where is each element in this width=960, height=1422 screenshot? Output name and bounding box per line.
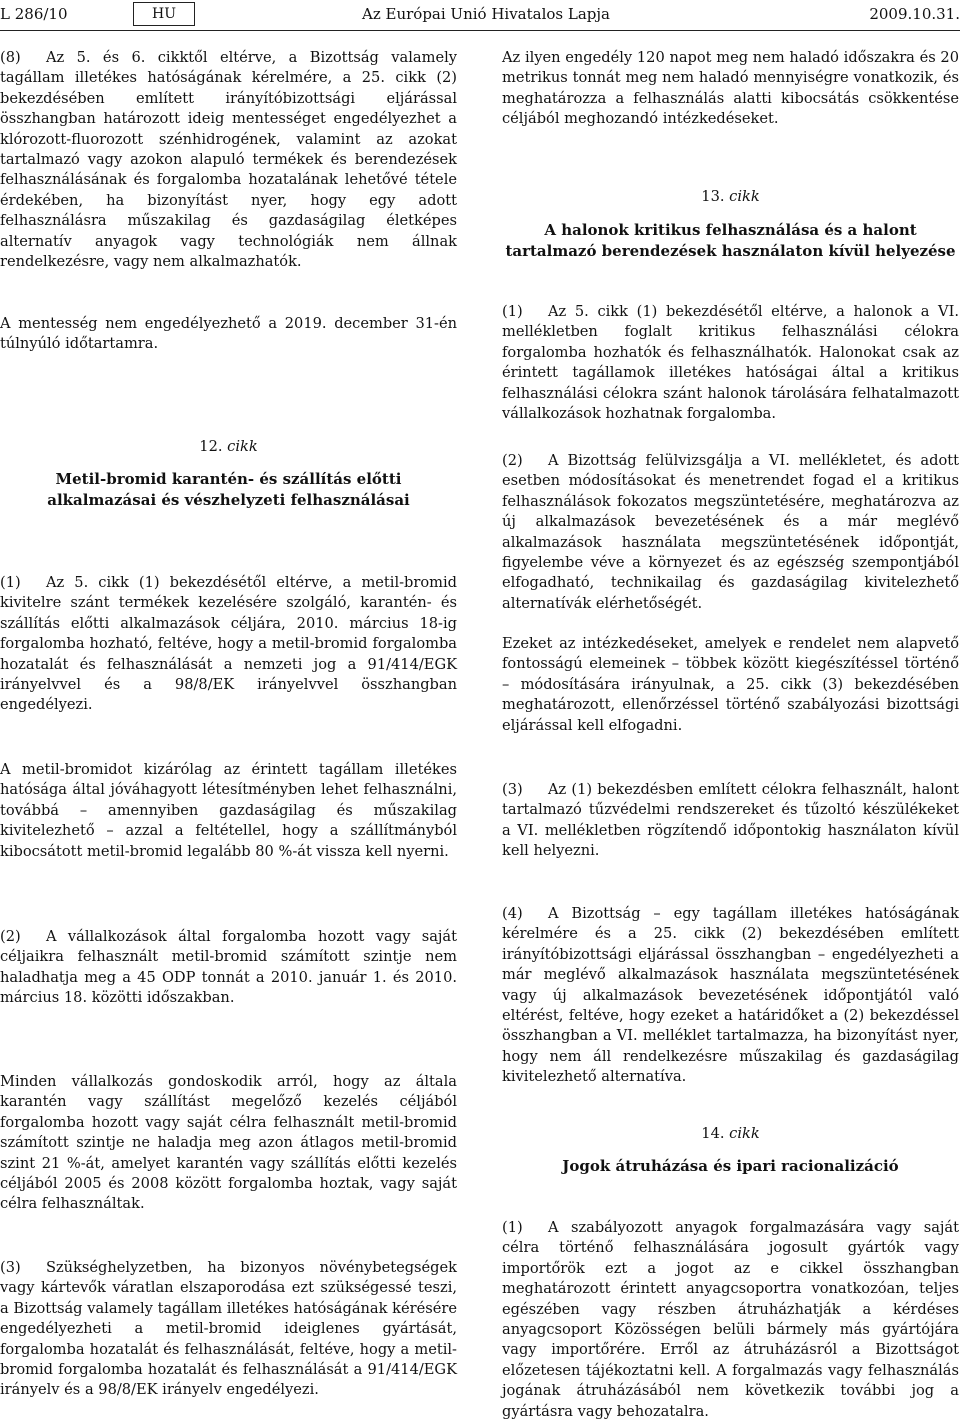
journal-title: Az Európai Unió Hivatalos Lapja [362,5,610,23]
article-13-paragraph-2-continued: Ezeket az intézkedéseket, amelyek e rendelet nem alapvető fontosságú elemeinek – többek között kiegészítéssel történő – módosítására irányulnak, a 25. cikk (3) bekezdésében meghatározott, ellenőrzéssel történő szabályozási bizottsági eljárással kell elfogadni. [502,635,959,734]
page-reference: L 286/10 [0,5,68,23]
article-12-paragraph-2: (2) A vállalkozások által forgalomba hozott vagy saját céljaikra felhasznált metil-bromid számított szintje nem haladhatja meg a 45 ODP tonnát a 2010. január 1. és 2010. március 18. közötti időszakban. [0,928,457,1007]
article-14-paragraph-1: (1) A szabályozott anyagok forgalmazására vagy saját célra történő felhasználására jogosult gyártók vagy importőrök ezt a jogot az e cikkel összhangban meghatározott érintett anyagcsoportra vonatkozóan, teljes egészében vagy részben átruházhatják a kérdéses anyagcsoport Közösségen belüli bármely más gyártójára vagy importőrére. Erről az átruházásról a Bizottságot előzetesen tájékoztatni kell. A forgalmazás vagy felhasználás jogának átruházásából nem következik további jog a gyártásra vagy behozatalra. [502,1219,959,1420]
page-header [0,0,960,31]
article-14-number: 14. cikk [701,1125,760,1142]
article-12-paragraph-3: (3) Szükséghelyzetben, ha bizonyos növénybetegségek vagy kártevők váratlan elszaporodása ezt szükségessé teszi, a Bizottság valamely tagállam illetékes hatóságának kérésére engedélyezheti a metil-bromid ideiglenes gyártását, forgalomba hozatalát és felhasználását, feltéve, hogy a metil-bromid forgalomba hozatalát és felhasználását a 91/414/EGK irányelv és a 98/8/EK irányelv engedélyezi. [0,1259,457,1399]
publication-date: 2009.10.31. [869,5,960,23]
article-13-number: 13. cikk [701,188,760,205]
article-12-paragraph-3-continued: Az ilyen engedély 120 napot meg nem haladó időszakra és 20 metrikus tonnát meg nem haladó mennyiségre vonatkozik, és meghatározza a felhasználás alatti kibocsátás csökkentése céljából meghozandó intézkedéseket. [502,49,959,128]
language-code-box: HU [133,2,195,26]
article-13-paragraph-1: (1) Az 5. cikk (1) bekezdésétől eltérve, a halonok a VI. mellékletben foglalt kritikus felhasználási célokra forgalomba hozhatók és felhasználhatók. Halonokat csak az érintett tagállamok illetékes hatóságai által a kritikus felhasználási célokra szánt halonok tárolására felhatalmazott vállalkozások hozhatnak forgalomba. [502,303,959,423]
article-12-paragraph-1: (1) Az 5. cikk (1) bekezdésétől eltérve, a metil-bromid kivitelre szánt termékek kezelésére szolgáló, karantén- és szállítás előtti alkalmazások céljára, 2010. március 18-ig forgalomba hozható, feltéve, hogy a metil-bromid forgalomba hozatalát és felhasználását a nemzeti jog a 91/414/EGK irányelvvel és a 98/8/EK irányelvvel összhangban engedélyezi. [0,574,457,714]
article-12-number: 12. cikk [199,438,258,455]
article-13-title: A halonok kritikus felhasználása és a halont tartalmazó berendezések használaton kívül helyezése [505,221,956,260]
article-14-title: Jogok átruházása és ipari racionalizáció [562,1157,899,1175]
article-13-paragraph-4: (4) A Bizottság – egy tagállam illetékes hatóságának kérelmére és a 25. cikk (2) bekezdésében említett irányítóbizottsági eljárással összhangban – engedélyezheti a már meglévő alkalmazások használata megszüntetésének vagy új alkalmazások bevezetésének időpontjától való eltérést, feltéve, hogy ezeket a határidőket a (2) bekezdéssel összhangban a VI. melléklet tartalmazza, ha bizonyítást nyer, hogy nem áll rendelkezésre műszakilag és gazdaságilag kivitelezhető alternatíva. [502,905,959,1086]
article-13-paragraph-2: (2) A Bizottság felülvizsgálja a VI. mellékletet, és adott esetben módosításokat és menetrendet fogad el a kritikus felhasználások fokozatos megszüntetésére, meghatározva az új alkalmazások bevezetésének és a már meglévő alkalmazások használata megszüntetésének időpontját, figyelembe véve a környezet és az egészség szempontjából elfogadható, technikailag és gazdaságilag kivitelezhető alternatívák elérhetőségét. [502,452,959,612]
paragraph-8-continued: A mentesség nem engedélyezhető a 2019. december 31-én túlnyúló időtartamra. [0,315,457,353]
article-12-title: Metil-bromid karantén- és szállítás előtti alkalmazásai és vészhelyzeti felhasználásai [47,470,410,509]
article-13-paragraph-3: (3) Az (1) bekezdésben említett célokra felhasznált, halont tartalmazó tűzvédelmi rendszereket és tűzoltó készülékeket a VI. mellékletben rögzítendő időpontokig használaton kívül kell helyezni. [502,781,959,860]
article-12-paragraph-2-continued: Minden vállalkozás gondoskodik arról, hogy az általa karantén vagy szállítást megelőző kezelés céljából forgalomba hozott vagy saját célra felhasznált metil-bromid számított szintje ne haladja meg azon átlagos metil-bromid szint 21 %-át, amelyet karantén vagy szállítás előtti kezelés céljából 2005 és 2008 között forgalomba hoztak, vagy saját célra felhasználtak. [0,1073,457,1213]
article-12-paragraph-1-continued: A metil-bromidot kizárólag az érintett tagállam illetékes hatósága által jóváhagyott létesítményben lehet felhasználni, továbbá – amennyiben gazdaságilag és műszakilag kivitelezhető – azzal a feltétellel, hogy a szállítmányból kibocsátott metil-bromid legalább 80 %-át vissza kell nyerni. [0,761,457,860]
paragraph-8: (8) Az 5. és 6. cikktől eltérve, a Bizottság valamely tagállam illetékes hatóságának kérelmére, a 25. cikk (2) bekezdésében említett irányítóbizottsági eljárással összhangban határozott ideig mentességet engedélyezhet a klórozott-fluorozott szénhidrogének, valamint az azokat tartalmazó vagy azokon alapuló termékek és berendezések felhasználásának és forgalomba hozatalának lehetővé tétele érdekében, ha bizonyítást nyer, hogy egy adott felhasználásra műszakilag és gazdaságilag életképes alternatív anyagok vagy technológiák nem állnak rendelkezésre, vagy nem alkalmazhatók. [0,49,457,271]
